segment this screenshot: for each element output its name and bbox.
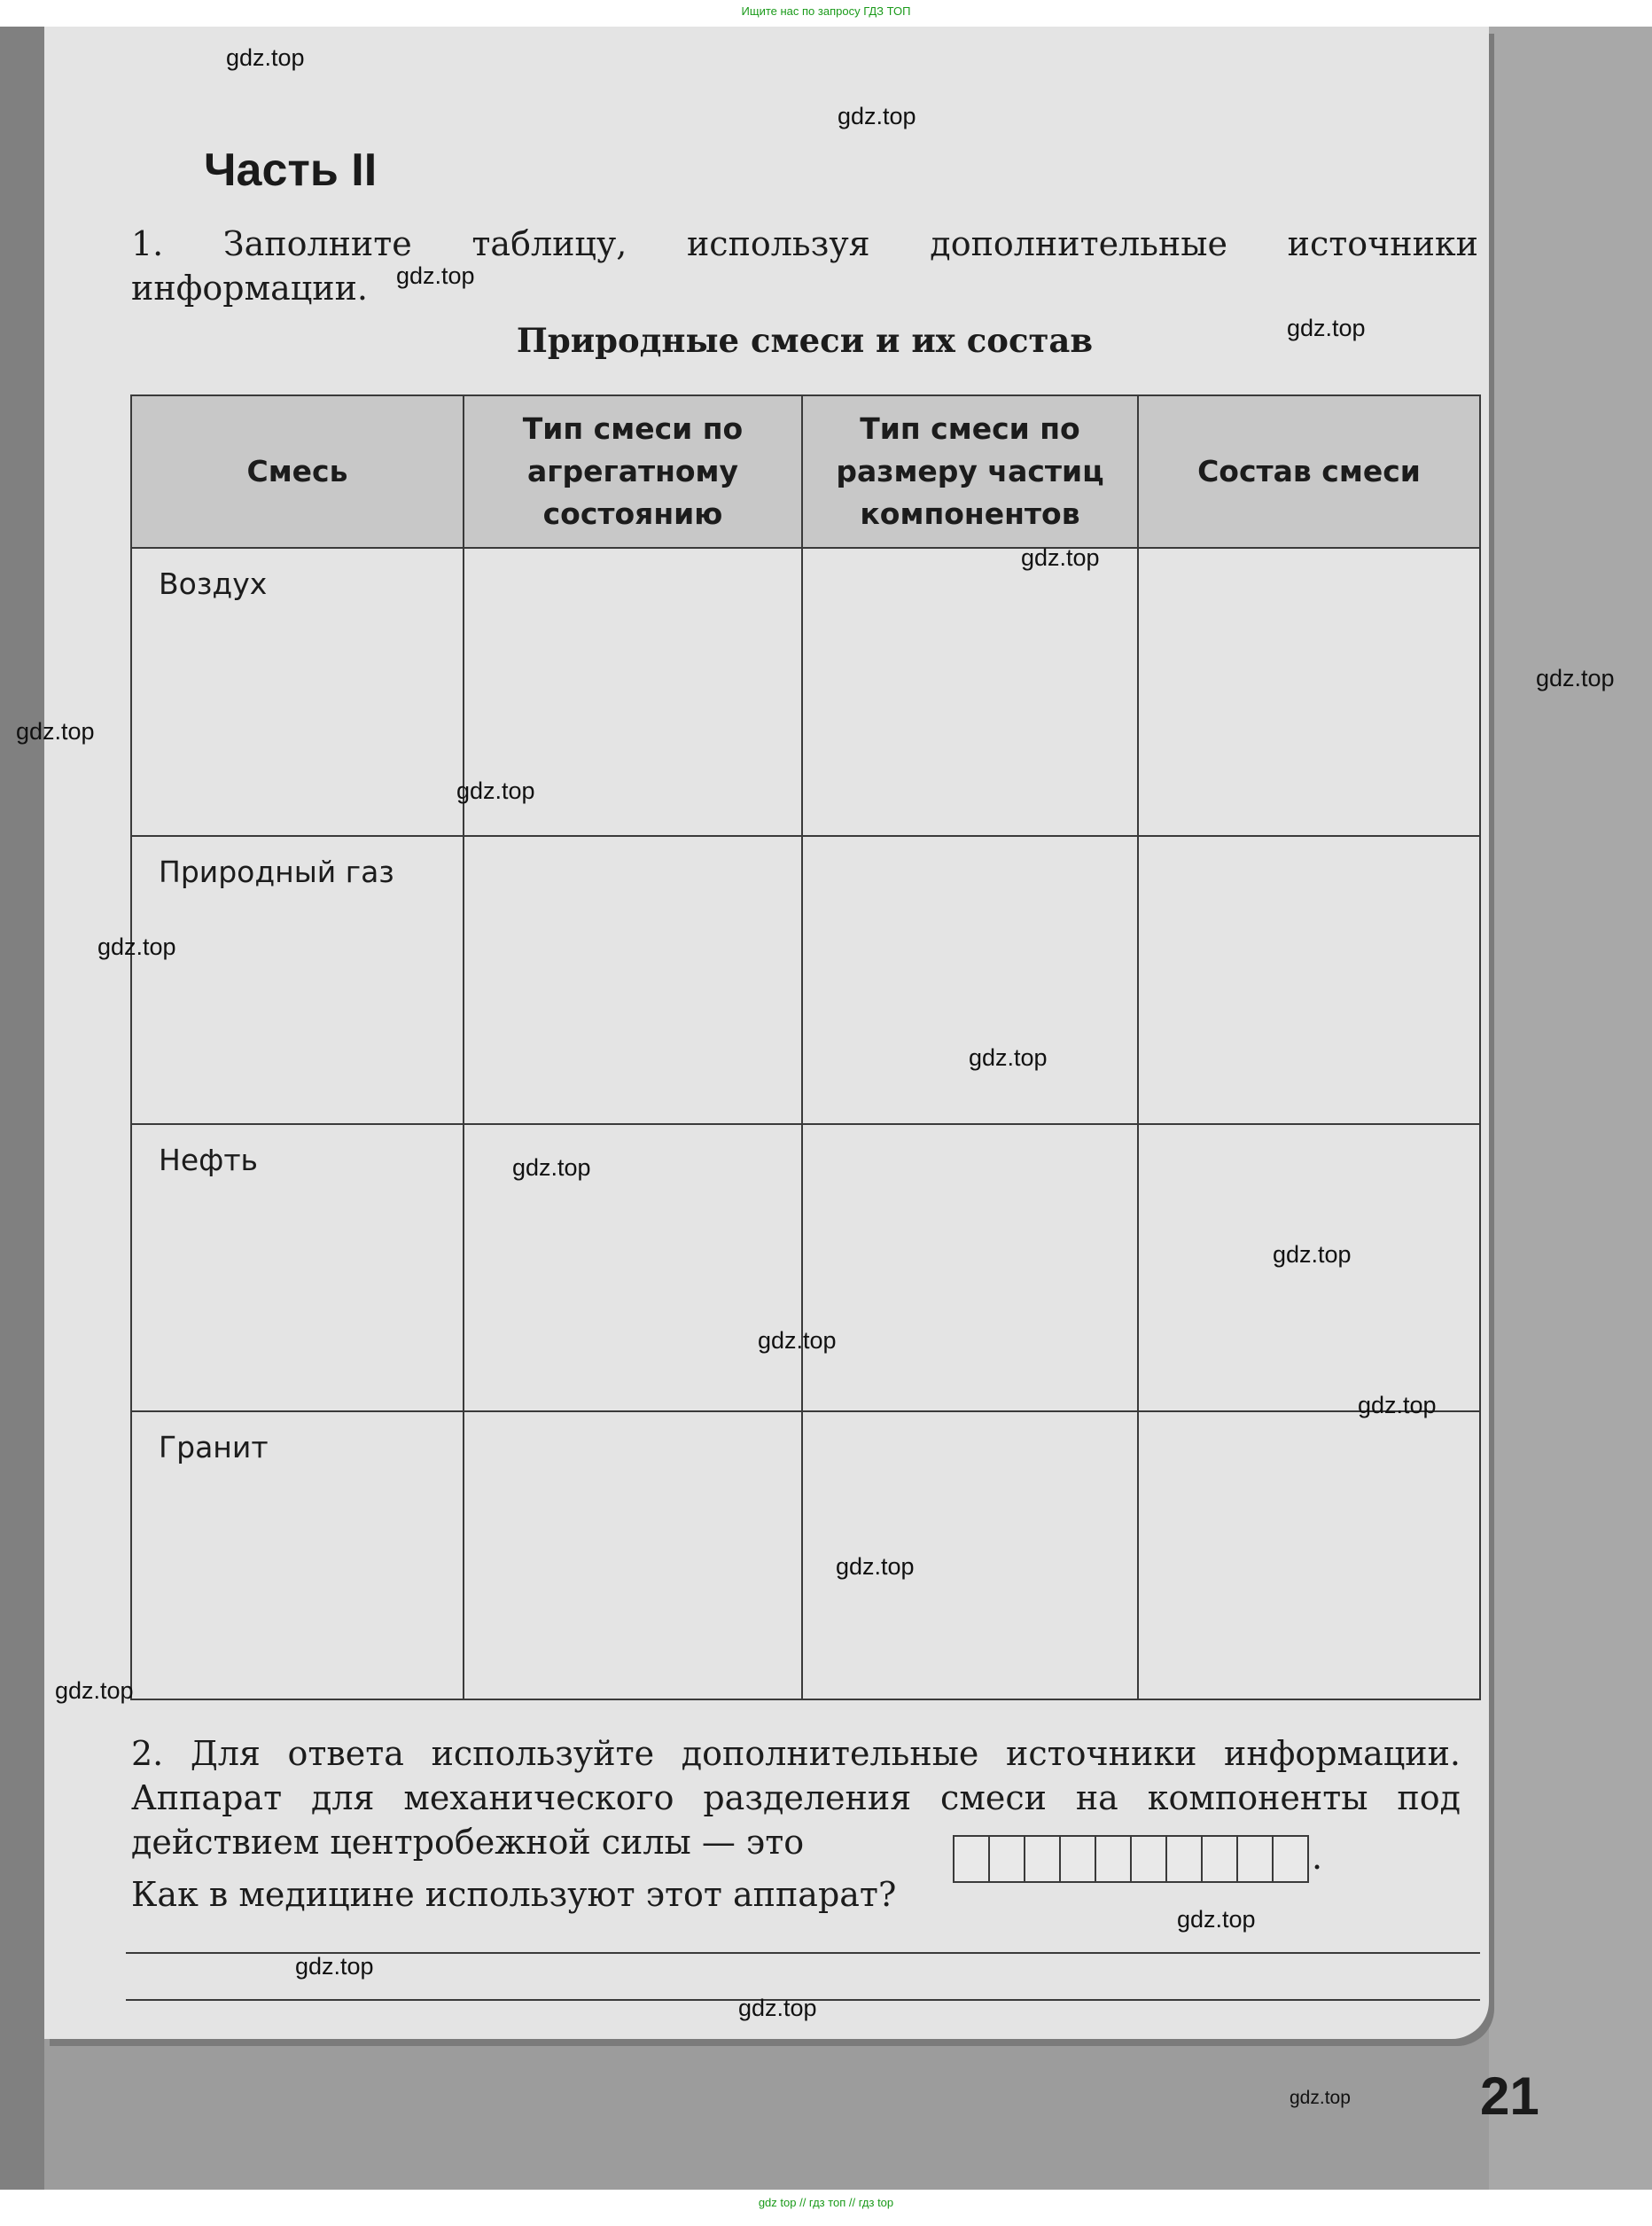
answer-cell[interactable] [802, 836, 1138, 1124]
table-row [131, 836, 1480, 1124]
task-1-text: 1. Заполните таблицу, используя дополнительные источники информации. [131, 224, 1478, 308]
watermark[interactable]: gdz.top [836, 1553, 915, 1580]
watermark[interactable]: gdz.top [1358, 1392, 1437, 1418]
answer-cell[interactable] [802, 548, 1138, 836]
column-header-composition: Состав смеси [1138, 395, 1480, 548]
column-header-aggregate-state: Тип смеси по агрегатному состоянию [464, 395, 802, 548]
task-2-end-mark: . [1312, 1838, 1323, 1877]
watermark[interactable]: gdz.top [1536, 665, 1615, 691]
top-banner[interactable]: Ищите нас по запросу ГДЗ ТОП [741, 4, 911, 18]
watermark[interactable]: gdz.top [1290, 2088, 1351, 2108]
answer-cell[interactable] [1138, 548, 1480, 836]
watermark[interactable]: gdz.top [512, 1154, 591, 1181]
watermark[interactable]: gdz.top [1273, 1241, 1352, 1268]
watermark[interactable]: gdz.top [16, 718, 95, 745]
row-label-air: Воздух [131, 548, 464, 836]
table-title: Природные смеси и их состав [516, 321, 1094, 360]
answer-cell[interactable] [1138, 1411, 1480, 1699]
workbook-page [44, 27, 1489, 2039]
answer-cell[interactable] [464, 1411, 802, 1699]
table-header-row [131, 395, 1480, 548]
watermark[interactable]: gdz.top [758, 1327, 837, 1354]
watermark[interactable]: gdz.top [456, 777, 535, 804]
row-label-granite: Гранит [131, 1411, 464, 1699]
task-2-text: 2. Для ответа используйте дополнительные источники информации. Аппарат для механического разделения смеси на компоненты под действием центробежной силы — это [131, 1734, 1461, 1862]
table-row [131, 1411, 1480, 1699]
answer-cell[interactable] [802, 1124, 1138, 1412]
watermark[interactable]: gdz.top [295, 1953, 374, 1980]
column-header-mixture: Смесь [131, 395, 464, 548]
section-heading: Часть II [204, 144, 378, 196]
next-page-strip [1489, 27, 1652, 2190]
answer-cell[interactable] [1138, 836, 1480, 1124]
task-2-question: Как в медицине используют этот аппарат? [131, 1875, 897, 1914]
bottom-banner[interactable]: gdz top // гдз топ // гдз top [0, 2190, 1652, 2226]
row-label-oil: Нефть [131, 1124, 464, 1412]
mixtures-table [130, 394, 1481, 1700]
page-number: 21 [1480, 2066, 1539, 2126]
watermark[interactable]: gdz.top [226, 44, 305, 71]
scanned-page [0, 27, 1652, 2190]
watermark[interactable]: gdz.top [1021, 544, 1100, 571]
table-row [131, 548, 1480, 836]
watermark[interactable]: gdz.top [738, 1995, 817, 2021]
watermark[interactable]: gdz.top [55, 1677, 134, 1704]
answer-cell[interactable] [464, 836, 802, 1124]
watermark[interactable]: gdz.top [969, 1044, 1048, 1071]
row-label-natural-gas: Природный газ [131, 836, 464, 1124]
watermark[interactable]: gdz.top [396, 262, 475, 289]
watermark[interactable]: gdz.top [838, 103, 916, 129]
paper-left-edge [0, 27, 44, 2190]
watermark[interactable]: gdz.top [97, 933, 176, 960]
column-header-particle-size: Тип смеси по размеру частиц компонентов [802, 395, 1138, 548]
watermark[interactable]: gdz.top [1287, 315, 1366, 341]
watermark[interactable]: gdz.top [1177, 1906, 1256, 1933]
